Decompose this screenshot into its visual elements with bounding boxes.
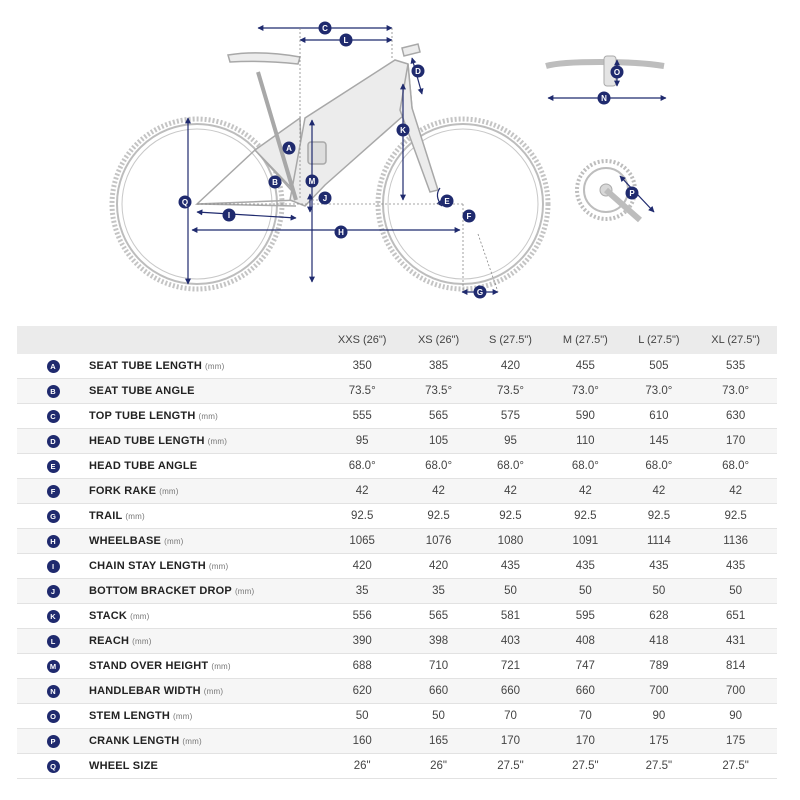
- value-cell: 385: [403, 354, 473, 379]
- table-row: [17, 579, 777, 604]
- value-cell: 431: [694, 629, 777, 654]
- row-letter-badge: P: [47, 735, 60, 748]
- value-cell: 175: [624, 729, 695, 754]
- value-cell: 403: [474, 629, 547, 654]
- value-cell: 1065: [321, 529, 403, 554]
- row-letter-cell: [17, 454, 89, 479]
- row-letter-cell: [17, 679, 89, 704]
- value-cell: 42: [694, 479, 777, 504]
- diagram-badge-n: [598, 92, 611, 105]
- value-cell: 505: [624, 354, 695, 379]
- row-letter-cell: [17, 704, 89, 729]
- value-cell: 35: [403, 579, 473, 604]
- measurement-unit: (mm): [207, 437, 228, 446]
- header-measurement-blank: [89, 326, 321, 354]
- svg-text:F: F: [466, 211, 472, 221]
- measurement-name: HEAD TUBE ANGLE: [89, 460, 198, 472]
- row-letter-badge: B: [47, 385, 60, 398]
- measurement-name: FORK RAKE: [89, 485, 157, 497]
- measurement-name-cell: [89, 554, 321, 579]
- measurement-name-cell: [89, 404, 321, 429]
- value-cell: 90: [694, 704, 777, 729]
- value-cell: 700: [694, 679, 777, 704]
- svg-text:P: P: [629, 188, 635, 198]
- measurement-unit: (mm): [208, 562, 229, 571]
- row-letter-badge: E: [47, 460, 60, 473]
- svg-text:B: B: [272, 177, 278, 187]
- measurement-name: STEM LENGTH: [89, 710, 171, 722]
- measurement-name-cell: [89, 579, 321, 604]
- column-header: M (27.5"): [547, 326, 623, 354]
- row-letter-badge: F: [47, 485, 60, 498]
- value-cell: 68.0°: [547, 454, 623, 479]
- diagram-badge-g: [474, 286, 487, 299]
- svg-text:I: I: [227, 210, 231, 220]
- measurement-name: CRANK LENGTH: [89, 735, 180, 747]
- svg-text:N: N: [601, 93, 607, 103]
- value-cell: 26": [321, 754, 403, 779]
- value-cell: 50: [321, 704, 403, 729]
- diagram-badge-k: [397, 124, 410, 137]
- value-cell: 789: [624, 654, 695, 679]
- diagram-badge-j: [319, 192, 332, 205]
- measurement-name-cell: [89, 729, 321, 754]
- value-cell: 556: [321, 604, 403, 629]
- row-letter-badge: N: [47, 685, 60, 698]
- value-cell: 420: [474, 354, 547, 379]
- value-cell: 92.5: [403, 504, 473, 529]
- row-letter-cell: [17, 479, 89, 504]
- value-cell: 92.5: [694, 504, 777, 529]
- value-cell: 35: [321, 579, 403, 604]
- value-cell: 68.0°: [403, 454, 473, 479]
- value-cell: 590: [547, 404, 623, 429]
- value-cell: 92.5: [321, 504, 403, 529]
- value-cell: 165: [403, 729, 473, 754]
- diagram-badge-o: [611, 66, 624, 79]
- measurement-name-cell: [89, 629, 321, 654]
- table-row: [17, 454, 777, 479]
- measurement-name: BOTTOM BRACKET DROP: [89, 585, 232, 597]
- value-cell: 651: [694, 604, 777, 629]
- value-cell: 435: [694, 554, 777, 579]
- measurement-unit: (mm): [173, 712, 193, 721]
- value-cell: 50: [694, 579, 777, 604]
- measurement-name-cell: [89, 754, 321, 779]
- row-letter-cell: [17, 604, 89, 629]
- svg-text:M: M: [308, 176, 316, 186]
- diagram-badge-a: [283, 142, 296, 155]
- row-letter-badge: C: [47, 410, 60, 423]
- measurement-name: REACH: [89, 635, 130, 647]
- value-cell: 175: [694, 729, 777, 754]
- row-letter-badge: J: [47, 585, 60, 598]
- value-cell: 68.0°: [694, 454, 777, 479]
- value-cell: 630: [694, 404, 777, 429]
- value-cell: 105: [403, 429, 473, 454]
- svg-text:L: L: [343, 35, 349, 45]
- table-row: [17, 404, 777, 429]
- value-cell: 747: [547, 654, 623, 679]
- value-cell: 42: [321, 479, 403, 504]
- diagram-badge-b: [269, 176, 282, 189]
- measurement-name: STAND OVER HEIGHT: [89, 660, 209, 672]
- value-cell: 27.5": [624, 754, 695, 779]
- value-cell: 95: [321, 429, 403, 454]
- row-letter-cell: [17, 529, 89, 554]
- value-cell: 1076: [403, 529, 473, 554]
- value-cell: 620: [321, 679, 403, 704]
- measurement-unit: (mm): [159, 487, 179, 496]
- value-cell: 170: [547, 729, 623, 754]
- table-row: [17, 379, 777, 404]
- geometry-table: [17, 326, 777, 779]
- value-cell: 610: [624, 404, 695, 429]
- value-cell: 1136: [694, 529, 777, 554]
- value-cell: 581: [474, 604, 547, 629]
- measurement-name-cell: [89, 679, 321, 704]
- value-cell: 27.5": [694, 754, 777, 779]
- measurement-name-cell: [89, 454, 321, 479]
- measurement-name: SEAT TUBE LENGTH: [89, 360, 202, 372]
- table-row: [17, 754, 777, 779]
- table-row: [17, 679, 777, 704]
- header-letter-blank: [17, 326, 89, 354]
- value-cell: 700: [624, 679, 695, 704]
- diagram-badge-e: [441, 195, 454, 208]
- measurement-name: TRAIL: [89, 510, 123, 522]
- measurement-name-cell: [89, 654, 321, 679]
- svg-text:A: A: [286, 143, 292, 153]
- measurement-name-cell: [89, 429, 321, 454]
- diagram-badge-c: [319, 22, 332, 35]
- svg-text:G: G: [476, 287, 484, 297]
- value-cell: 73.0°: [624, 379, 695, 404]
- row-letter-cell: [17, 554, 89, 579]
- svg-text:D: D: [415, 66, 421, 76]
- value-cell: 455: [547, 354, 623, 379]
- measurement-name: CHAIN STAY LENGTH: [89, 560, 206, 572]
- measurement-name-cell: [89, 379, 321, 404]
- value-cell: 50: [474, 579, 547, 604]
- measurement-name: WHEEL SIZE: [89, 760, 159, 772]
- value-cell: 73.0°: [694, 379, 777, 404]
- value-cell: 70: [474, 704, 547, 729]
- row-letter-badge: G: [47, 510, 60, 523]
- value-cell: 95: [474, 429, 547, 454]
- column-header: XXS (26"): [321, 326, 403, 354]
- value-cell: 408: [547, 629, 623, 654]
- svg-text:J: J: [322, 193, 328, 203]
- diagram-badge-i: [223, 209, 236, 222]
- row-letter-cell: [17, 754, 89, 779]
- value-cell: 73.5°: [474, 379, 547, 404]
- diagram-badge-h: [335, 226, 348, 239]
- measurement-unit: (mm): [125, 512, 145, 521]
- value-cell: 50: [547, 579, 623, 604]
- value-cell: 68.0°: [474, 454, 547, 479]
- measurement-unit: (mm): [203, 687, 224, 696]
- value-cell: 660: [547, 679, 623, 704]
- value-cell: 1080: [474, 529, 547, 554]
- table-row: [17, 479, 777, 504]
- measurement-name: HEAD TUBE LENGTH: [89, 435, 205, 447]
- measurement-name-cell: [89, 704, 321, 729]
- measurement-unit: (mm): [234, 587, 255, 596]
- value-cell: 92.5: [474, 504, 547, 529]
- value-cell: 660: [403, 679, 473, 704]
- value-cell: 814: [694, 654, 777, 679]
- measurement-name: TOP TUBE LENGTH: [89, 410, 196, 422]
- value-cell: 565: [403, 404, 473, 429]
- row-letter-badge: K: [47, 610, 60, 623]
- value-cell: 688: [321, 654, 403, 679]
- value-cell: 92.5: [547, 504, 623, 529]
- row-letter-badge: D: [47, 435, 60, 448]
- value-cell: 398: [403, 629, 473, 654]
- column-header: XS (26"): [403, 326, 473, 354]
- table-row: [17, 354, 777, 379]
- value-cell: 42: [547, 479, 623, 504]
- value-cell: 73.5°: [321, 379, 403, 404]
- svg-text:O: O: [613, 67, 621, 77]
- value-cell: 435: [547, 554, 623, 579]
- value-cell: 660: [474, 679, 547, 704]
- measurement-unit: (mm): [130, 612, 150, 621]
- value-cell: 350: [321, 354, 403, 379]
- value-cell: 435: [624, 554, 695, 579]
- table-row: [17, 604, 777, 629]
- value-cell: 628: [624, 604, 695, 629]
- measurement-name: WHEELBASE: [89, 535, 162, 547]
- diagram-badge-m: [306, 175, 319, 188]
- svg-text:E: E: [444, 196, 450, 206]
- value-cell: 70: [547, 704, 623, 729]
- value-cell: 710: [403, 654, 473, 679]
- value-cell: 73.5°: [403, 379, 473, 404]
- measurement-name-cell: [89, 529, 321, 554]
- table-row: [17, 504, 777, 529]
- diagram-badge-l: [340, 34, 353, 47]
- handlebar: [546, 56, 664, 86]
- diagram-badge-f: [463, 210, 476, 223]
- row-letter-badge: A: [47, 360, 60, 373]
- value-cell: 535: [694, 354, 777, 379]
- table-row: [17, 554, 777, 579]
- row-letter-cell: [17, 579, 89, 604]
- value-cell: 92.5: [624, 504, 695, 529]
- bike-geometry-diagram: [0, 0, 800, 320]
- value-cell: 50: [624, 579, 695, 604]
- measurement-name: HANDLEBAR WIDTH: [89, 685, 201, 697]
- value-cell: 26": [403, 754, 473, 779]
- measurement-unit: (mm): [198, 412, 218, 421]
- value-cell: 1114: [624, 529, 695, 554]
- row-letter-badge: L: [47, 635, 60, 648]
- value-cell: 575: [474, 404, 547, 429]
- measurement-name-cell: [89, 504, 321, 529]
- value-cell: 68.0°: [624, 454, 695, 479]
- value-cell: 145: [624, 429, 695, 454]
- value-cell: 390: [321, 629, 403, 654]
- value-cell: 27.5": [474, 754, 547, 779]
- value-cell: 68.0°: [321, 454, 403, 479]
- svg-text:Q: Q: [181, 197, 189, 207]
- value-cell: 42: [474, 479, 547, 504]
- value-cell: 418: [624, 629, 695, 654]
- measurement-unit: (mm): [211, 662, 231, 671]
- value-cell: 90: [624, 704, 695, 729]
- row-letter-cell: [17, 504, 89, 529]
- value-cell: 555: [321, 404, 403, 429]
- value-cell: 420: [321, 554, 403, 579]
- measurement-name-cell: [89, 479, 321, 504]
- svg-text:C: C: [322, 23, 328, 33]
- value-cell: 110: [547, 429, 623, 454]
- value-cell: 595: [547, 604, 623, 629]
- row-letter-cell: [17, 729, 89, 754]
- table-row: [17, 429, 777, 454]
- value-cell: 420: [403, 554, 473, 579]
- row-letter-cell: [17, 429, 89, 454]
- measurement-name: STACK: [89, 610, 128, 622]
- measurement-name-cell: [89, 354, 321, 379]
- row-letter-cell: [17, 404, 89, 429]
- row-letter-cell: [17, 354, 89, 379]
- value-cell: 721: [474, 654, 547, 679]
- value-cell: 160: [321, 729, 403, 754]
- measurement-name-cell: [89, 604, 321, 629]
- row-letter-badge: O: [47, 710, 60, 723]
- value-cell: 42: [403, 479, 473, 504]
- column-header: S (27.5"): [474, 326, 547, 354]
- table-row: [17, 729, 777, 754]
- value-cell: 565: [403, 604, 473, 629]
- column-header: XL (27.5"): [694, 326, 777, 354]
- measurement-unit: (mm): [182, 737, 202, 746]
- svg-text:K: K: [400, 125, 406, 135]
- row-letter-badge: I: [47, 560, 60, 573]
- measurement-name: SEAT TUBE ANGLE: [89, 385, 195, 397]
- row-letter-cell: [17, 654, 89, 679]
- value-cell: 27.5": [547, 754, 623, 779]
- row-letter-badge: H: [47, 535, 60, 548]
- value-cell: 73.0°: [547, 379, 623, 404]
- value-cell: 50: [403, 704, 473, 729]
- row-letter-cell: [17, 379, 89, 404]
- value-cell: 42: [624, 479, 695, 504]
- row-letter-badge: Q: [47, 760, 60, 773]
- row-letter-cell: [17, 629, 89, 654]
- table-row: [17, 629, 777, 654]
- table-header-row: [17, 326, 777, 354]
- value-cell: 170: [474, 729, 547, 754]
- svg-text:H: H: [338, 227, 344, 237]
- diagram-badge-d: [412, 65, 425, 78]
- value-cell: 435: [474, 554, 547, 579]
- measurement-unit: (mm): [164, 537, 184, 546]
- diagram-badge-p: [626, 187, 639, 200]
- row-letter-badge: M: [47, 660, 60, 673]
- diagram-badge-q: [179, 196, 192, 209]
- table-row: [17, 704, 777, 729]
- value-cell: 170: [694, 429, 777, 454]
- value-cell: 1091: [547, 529, 623, 554]
- measurement-unit: (mm): [132, 637, 152, 646]
- measurement-unit: (mm): [205, 362, 225, 371]
- table-row: [17, 529, 777, 554]
- column-header: L (27.5"): [624, 326, 695, 354]
- table-row: [17, 654, 777, 679]
